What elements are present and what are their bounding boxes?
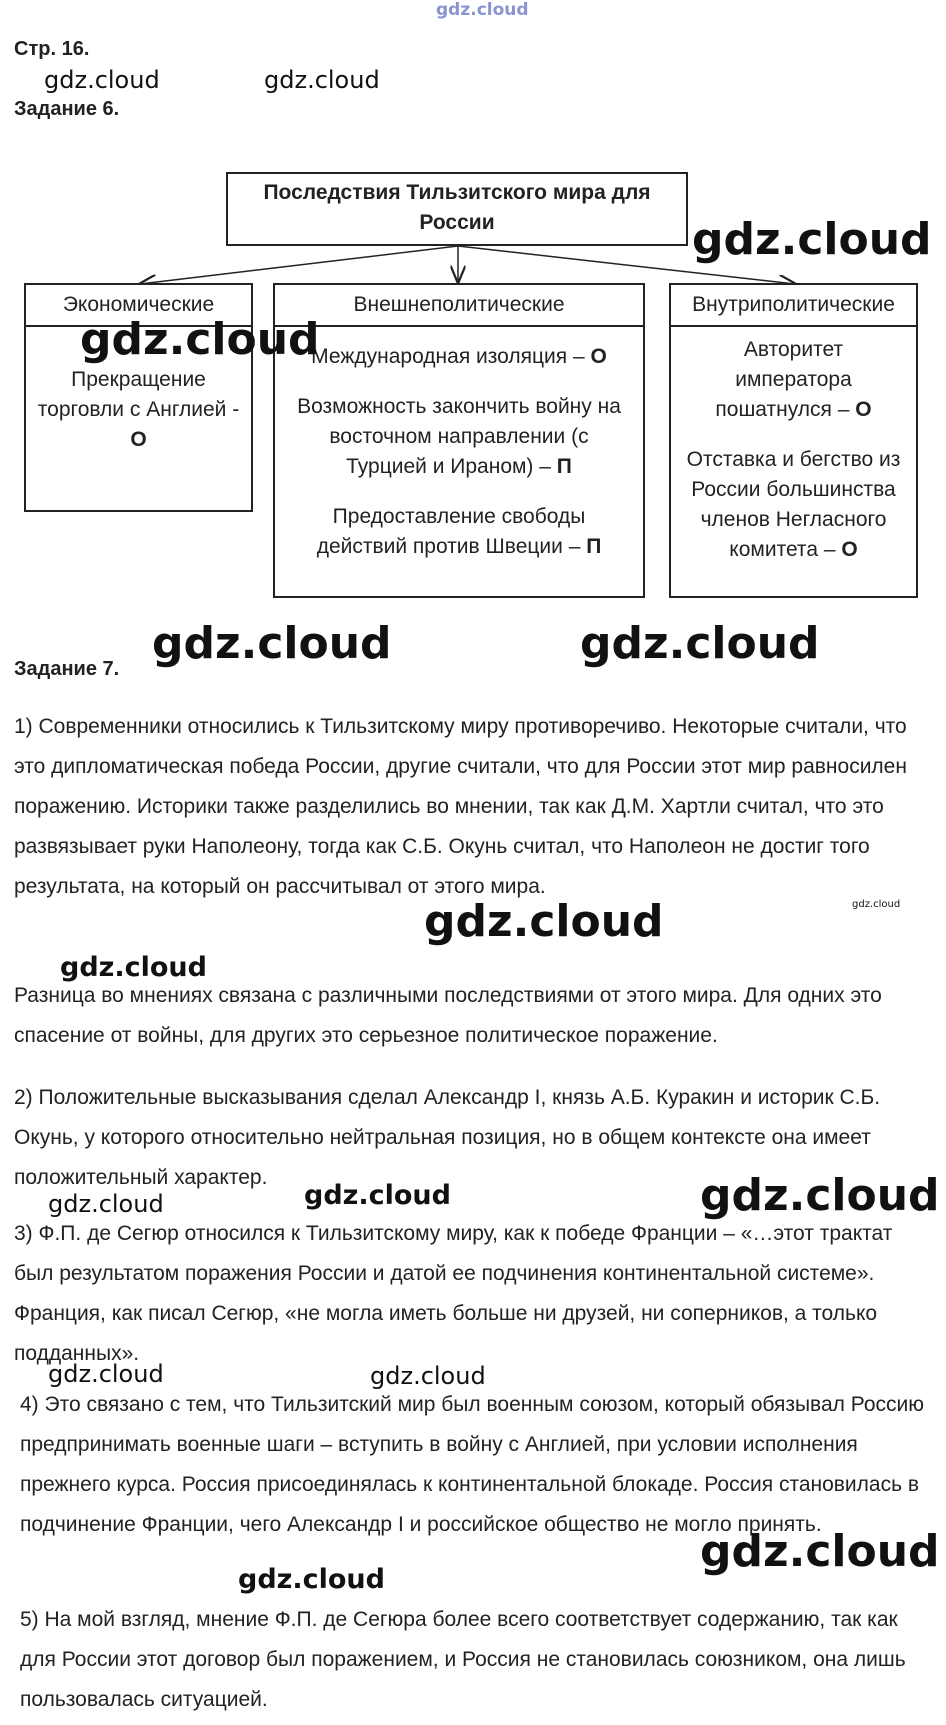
watermark: gdz.cloud [80,314,320,365]
domestic-header: Внутриполитические [671,285,916,327]
diagram-root-box [226,172,688,246]
watermark: gdz.cloud [44,66,160,94]
watermark: gdz.cloud [700,1170,940,1221]
answer-1: 1) Современники относились к Тильзитскому миру противоречиво. Некоторые считали, что это дипломатическая победа России, другие считали, что для России этот мир равносилен поражению. Историки также разделились во мнении, так как Д.М. Хартли считал, что это развязывает руки Наполеону, тогда как С.Б. Окунь считал, что Наполеон не достиг того результата, на который он рассчитывал от этого мира. [14,715,907,898]
watermark: gdz.cloud [60,952,207,983]
page-reference: Стр. 16. [14,38,90,60]
watermark: gdz.cloud [152,618,392,669]
watermark: gdz.cloud [238,1564,385,1595]
answer-4: 4) Это связано с тем, что Тильзитский мир был военным союзом, который обязывал Россию предпринимать военные шаги – вступить в войну с Англией, при условии исполнения прежнего курса. Россия присоединялась к континентальной блокаде. Россия становилась в подчинение Франции, чего Александр I и российское общество не могло принять. [20,1393,924,1536]
answer-5: 5) На мой взгляд, мнение Ф.П. де Сегюра более всего соответствует содержанию, так как для России этот договор был поражением, и Россия не становилась союзником, она лишь пользовалась ситуацией. [20,1608,906,1711]
answer-2: 2) Положительные высказывания сделал Александр I, князь А.Б. Куракин и историк С.Б. Окунь, у которого относительно нейтральная позиция, но в общем контексте она имеет положительный характер. [14,1086,881,1189]
domestic-item: Отставка и бегство из России большинства членов Негласного комитета – О [686,448,901,561]
foreign-item: Международная изоляция – О [311,345,607,368]
watermark: gdz.cloud [48,1360,164,1388]
watermark: gdz.cloud [424,896,664,947]
domestic-box [669,283,918,598]
answer-1-continued: Разница во мнениях связана с различными последствиями от этого мира. Для одних это спасение от войны, для других это серьезное политическое поражение. [14,984,882,1047]
economic-item: Прекращение торговли с Англией - О [37,368,240,451]
task6-heading: Задание 6. [14,98,120,120]
domestic-item: Авторитет императора пошатнулся – О [715,338,872,421]
foreign-header: Внешнеполитические [275,285,643,327]
watermark: gdz.cloud [852,899,901,910]
watermark-top: gdz.cloud [436,0,529,20]
watermark: gdz.cloud [264,66,380,94]
foreign-item: Возможность закончить войну на восточном направлении (с Турцией и Ираном) – П [297,395,621,478]
task7-heading: Задание 7. [14,658,120,680]
arrow-economic [140,246,458,284]
watermark: gdz.cloud [304,1180,451,1211]
diagram-root-title: Последствия Тильзитского мира для России [263,181,651,234]
watermark: gdz.cloud [48,1190,164,1218]
answer-3: 3) Ф.П. де Сегюр относился к Тильзитскому миру, как к победе Франции – «…этот трактат был результатом поражения России и датой ее подчинения континентальной системе». Франция, как писал Сегюр, «не могла иметь больше ни друзей, ни соперников, а только подданных». [14,1222,893,1365]
watermark: gdz.cloud [370,1362,486,1390]
foreign-item: Предоставление свободы действий против Швеции – П [316,505,602,558]
foreign-box [273,283,645,598]
economic-header: Экономические [26,285,251,327]
watermark: gdz.cloud [580,618,820,669]
watermark: gdz.cloud [692,214,932,265]
watermark: gdz.cloud [700,1526,940,1577]
